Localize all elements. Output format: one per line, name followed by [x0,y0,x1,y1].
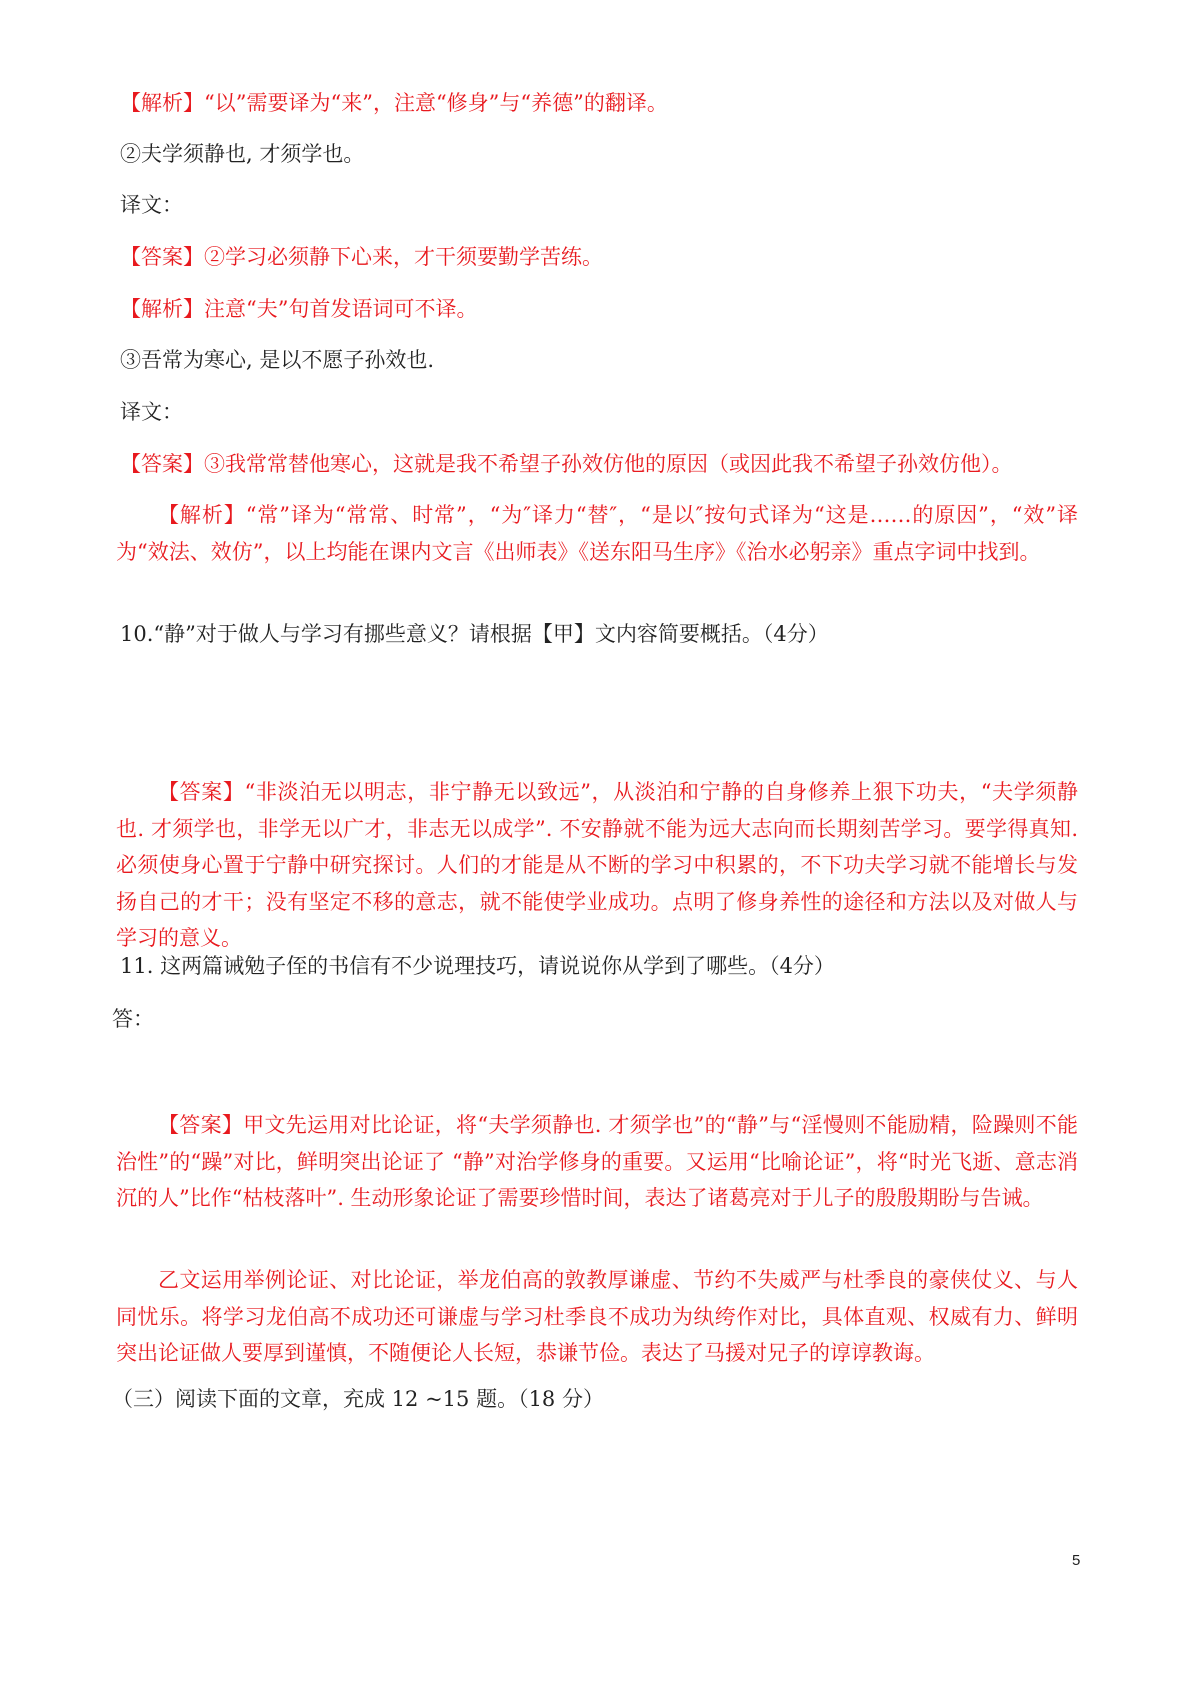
answer-paragraph-11a: 【答案】甲文先运用对比论证，将“夫学须静也. 才须学也”的“静”与“淫慢则不能励精，险躁则不能治性”的“躁”对比，鲜明突出论证了 “静”对治学修身的重要。又运用“比喻论证”，将“时光飞逝、意志消沉的人”比作“枯枝落叶”. 生动形象论证了需要珍惜时间，表达了诸葛亮对于儿子的殷殷期盼与告诫。 [116,1113,1078,1210]
answer-label-11: 答： [112,1007,154,1031]
answer-line-3: 【答案】③我常常替他寒心，这就是我不希望子孙效仿他的原因（或因此我不希望子孙效仿他）。 [120,452,1013,476]
translation-label-3: 译文： [120,400,183,424]
question-sentence-2: ②夫学须静也, 才须学也。 [120,142,365,166]
question-sentence-3: ③吾常为寒心, 是以不愿子孙效也. [120,348,435,372]
analysis-line-2: 【解析】注意“夫”句首发语词可不译。 [120,297,478,321]
answer-paragraph-10: 【答案】“非淡泊无以明志，非宁静无以致远”，从淡泊和宁静的自身修养上狠下功夫，“夫学须静也. 才须学也，非学无以广才，非志无以成学”. 不安静就不能为远大志向而长期刻苦学习。要学得真知. 必须使身心置于宁静中研究探讨。人们的才能是从不断的学习中积累的，不下功夫学习就不能增长与发扬自己的才干；没有坚定不移的意志，就不能使学业成功。点明了修身养性的途径和方法以及对做人与学习的意义。 [116,780,1078,950]
question-11: 11. 这两篇诫勉子侄的书信有不少说理技巧，请说说你从学到了哪些。（4分） [120,954,835,978]
page-number: 5 [1072,1552,1081,1569]
analysis-line-1: 【解析】“以”需要译为“来”，注意“修身”与“养德”的翻译。 [120,91,668,115]
section-3-heading: （三）阅读下面的文章，充成 12 ~15 题。（18 分） [112,1387,604,1411]
answer-paragraph-11b: 乙文运用举例论证、对比论证，举龙伯高的敦教厚谦虚、节约不失威严与杜季良的豪侠仗义、与人同忧乐。将学习龙伯高不成功还可谦虚与学习杜季良不成功为纨绔作对比，具体直观、权威有力、鲜明突出论证做人要厚到谨慎，不随便论人长短，恭谦节俭。表达了马援对兄子的谆谆教诲。 [116,1268,1078,1365]
answer-line-2: 【答案】②学习必须静下心来，才干须要勤学苦练。 [120,245,603,269]
translation-label-2: 译文： [120,193,183,217]
analysis-paragraph-3: 【解析】“常”译为“常常、时常”，“为″译力“替″，“是以″按句式译为“这是……的原因”，“效”译为“效法、效仿”，以上均能在课内文言《出师表》《送东阳马生序》《治水必躬亲》重点字词中找到。 [116,503,1078,564]
question-10: 10.“静”对于做人与学习有挪些意义？请根据【甲】文内容简要概括。（4分） [120,622,829,646]
